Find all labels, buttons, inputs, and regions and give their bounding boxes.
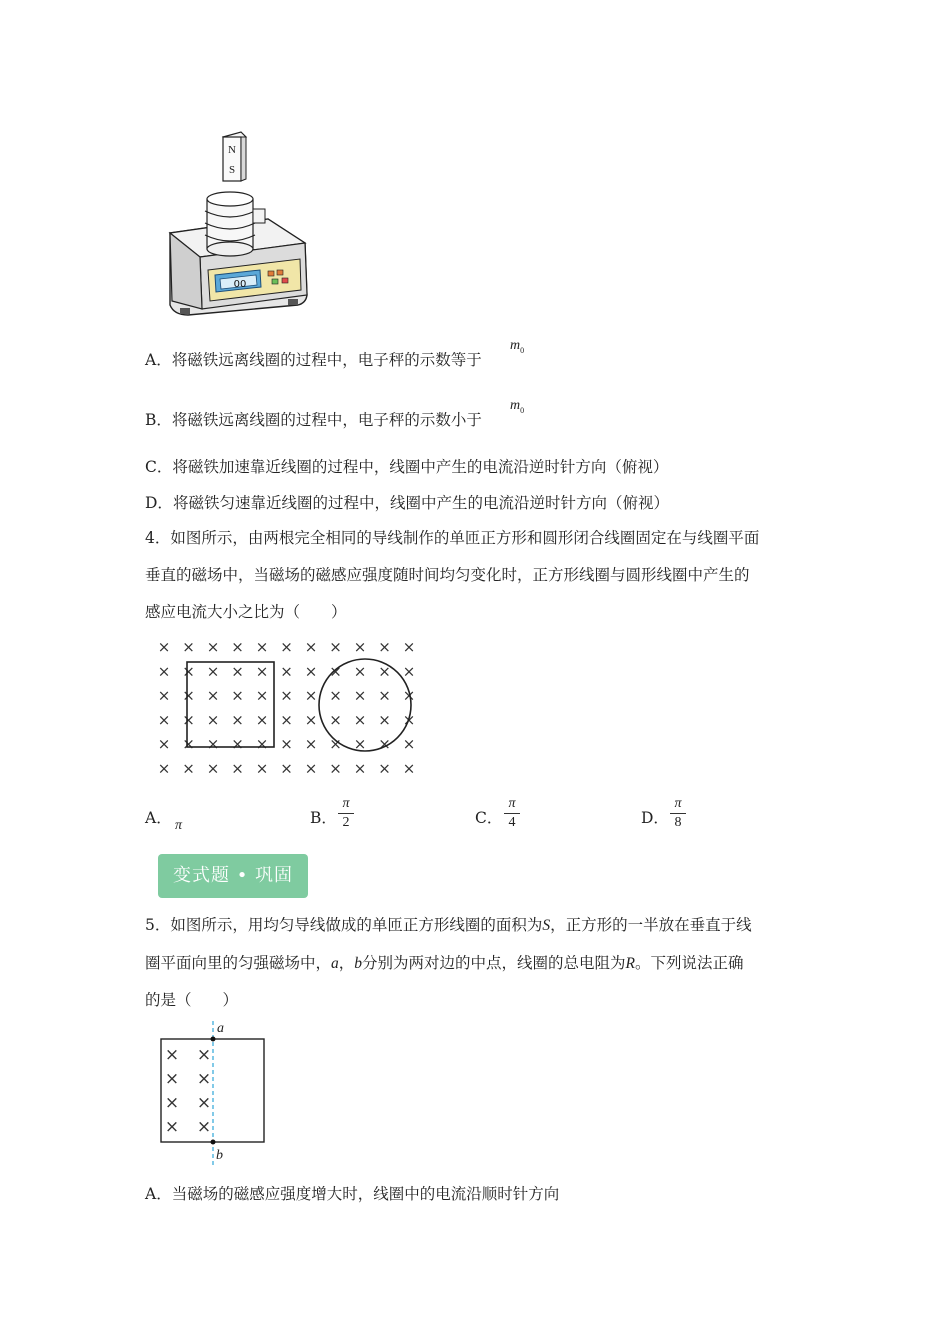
field-cross: × [206,710,220,729]
q4-stem-line-2: 垂直的磁场中，当磁场的磁感应强度随时间均匀变化时，正方形线圈与圆形线圈中产生的 [145,566,750,584]
field-cross: × [157,662,171,681]
field-cross: × [255,735,269,754]
field-cross: × [353,735,367,754]
field-cross: × [206,735,220,754]
field-cross: × [353,662,367,681]
q4-option-d-letter: D． [641,809,669,827]
q4-option-c-fraction: π 4 [502,796,522,831]
field-cross: × [280,710,293,729]
field-cross: × [196,1117,212,1137]
field-cross: × [231,710,244,729]
field-cross: × [231,686,244,705]
field-cross: × [280,759,293,778]
q3-option-a-m0: $m_0$ [510,338,525,355]
field-cross: × [280,686,293,705]
field-cross: × [329,735,342,754]
field-cross: × [353,638,367,656]
field-cross: × [196,1069,212,1089]
q4-option-c-letter: C． [475,809,503,827]
point-b [211,1140,216,1145]
q4-stem-line-1: 4．如图所示，由两根完全相同的导线制作的单匝正方形和圆形闭合线圈固定在与线圈平面 [145,529,760,547]
q4-option-b-fraction: π 2 [336,796,356,831]
point-a [211,1037,216,1042]
scale-magnet-figure [160,125,320,325]
field-cross: × [182,638,195,656]
field-cross: × [231,662,244,681]
field-cross: × [164,1045,180,1065]
field-cross: × [304,759,318,778]
field-cross: × [255,662,269,681]
label-a: a [217,1021,224,1036]
magnet-s-label: S [228,164,236,176]
q4-stem-line-3: 感应电流大小之比为（ ） [145,603,347,621]
field-cross: × [304,662,318,681]
field-cross: × [255,638,269,656]
q5-option-a: A．当磁场的磁感应强度增大时，线圈中的电流沿顺时针方向 [145,1185,560,1203]
q3-option-c: C．将磁铁加速靠近线圈的过程中，线圈中产生的电流沿逆时针方向（俯视） [145,458,669,476]
field-cross: × [329,638,342,656]
field-cross: × [157,735,171,754]
field-cross: × [329,662,342,681]
field-cross: × [378,662,391,681]
label-b: b [216,1148,223,1163]
field-cross: × [255,759,269,778]
variant-consolidate-banner: 变式题 • 巩固 [158,854,308,898]
field-cross: × [378,710,391,729]
field-cross: × [353,686,367,705]
field-cross: × [231,638,244,656]
q5-half-field-figure [150,1015,280,1170]
field-cross: × [280,662,293,681]
q5-stem-line-1: 5．如图所示，用均匀导线做成的单匝正方形线圈的面积为S，正方形的一半放在垂直于线 [145,916,752,934]
q4-option-b-letter: B． [310,809,337,827]
q4-option-d-fraction: π 8 [668,796,688,831]
field-cross: × [255,710,269,729]
field-cross: × [402,735,416,754]
field-cross: × [157,638,171,656]
field-cross: × [206,662,220,681]
field-cross: × [378,638,391,656]
field-cross: × [182,686,195,705]
q3-option-b-m0: $m_0$ [510,398,525,415]
field-cross: × [164,1117,180,1137]
q5-stem-line-2: 圈平面向里的匀强磁场中，a，b分别为两对边的中点，线圈的总电阻为R。下列说法正确 [145,954,744,972]
q3-option-a: A．将磁铁远离线圈的过程中，电子秤的示数等于 [145,351,482,369]
field-cross: × [353,710,367,729]
field-cross: × [255,686,269,705]
magnet-n-label: N [228,144,236,156]
field-cross: × [329,686,342,705]
scale-display-value: 00 [233,279,247,290]
field-cross: × [206,686,220,705]
field-cross: × [157,710,171,729]
field-cross: × [182,710,195,729]
field-cross: × [231,759,244,778]
field-cross: × [304,638,318,656]
field-cross: × [304,710,318,729]
field-cross: × [353,759,367,778]
field-cross: × [402,710,416,729]
field-cross: × [304,735,318,754]
field-cross: × [329,710,342,729]
field-cross: × [231,735,244,754]
field-cross: × [402,759,416,778]
field-cross: × [378,686,391,705]
field-cross: × [402,662,416,681]
field-cross: × [196,1093,212,1113]
field-cross: × [157,686,171,705]
field-cross: × [182,759,195,778]
field-cross: × [164,1093,180,1113]
field-cross: × [280,735,293,754]
q5-stem-line-3: 的是（ ） [145,991,239,1009]
field-cross: × [182,662,195,681]
field-cross: × [157,759,171,778]
field-cross: × [329,759,342,778]
q3-option-b: B．将磁铁远离线圈的过程中，电子秤的示数小于 [145,411,482,429]
field-cross: × [164,1069,180,1089]
q3-option-d: D．将磁铁匀速靠近线圈的过程中，线圈中产生的电流沿逆时针方向（俯视） [145,494,669,512]
q4-option-a-letter: A． [145,809,172,827]
field-cross: × [196,1045,212,1065]
field-cross: × [402,686,416,705]
field-cross: × [206,759,220,778]
field-cross: × [206,638,220,656]
q4-option-a-value: π [175,818,183,833]
field-cross: × [280,638,293,656]
field-cross: × [304,686,318,705]
field-cross: × [378,759,391,778]
field-cross: × [402,638,416,656]
field-cross: × [378,735,391,754]
q4-field-figure [150,632,450,782]
field-cross: × [182,735,195,754]
